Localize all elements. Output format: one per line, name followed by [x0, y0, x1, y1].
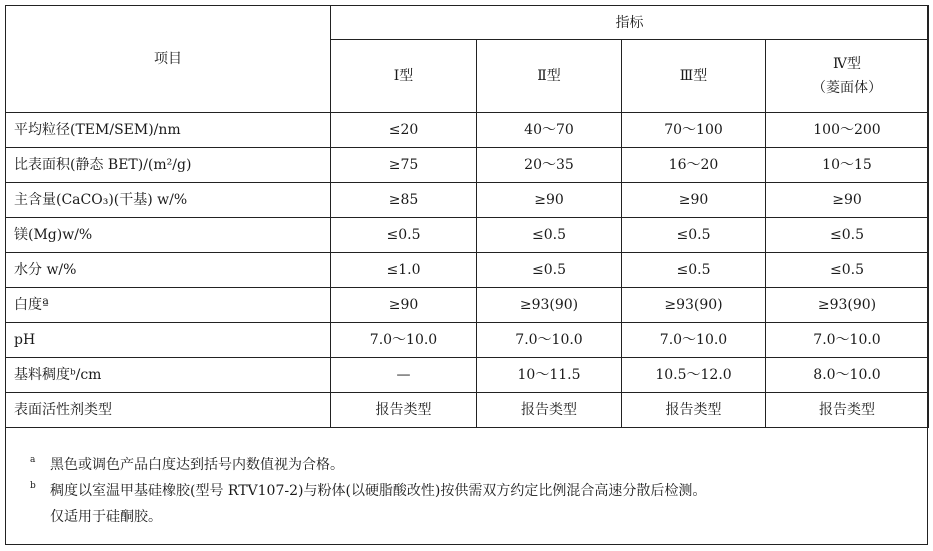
footnote-mark: b — [30, 481, 36, 491]
footnotes — [5, 437, 928, 545]
cell: 7.0～10.0 — [331, 323, 477, 358]
cell: 8.0～10.0 — [766, 358, 929, 393]
cell: ≥90 — [477, 183, 622, 218]
cell: ≥90 — [622, 183, 766, 218]
cell: 7.0～10.0 — [622, 323, 766, 358]
cell: ≥93(90) — [766, 288, 929, 323]
row-label: 水分 w/% — [6, 253, 331, 288]
cell: 40～70 — [477, 113, 622, 148]
type-name: Ⅲ型 — [679, 68, 708, 84]
table-row — [6, 253, 929, 288]
cell: 16～20 — [622, 148, 766, 183]
header-item: 项目 — [6, 6, 331, 113]
row-label: 表面活性剂类型 — [6, 393, 331, 428]
cell: — — [331, 358, 477, 393]
cell: 10.5～12.0 — [622, 358, 766, 393]
cell: ≤0.5 — [622, 253, 766, 288]
row-label: 白度ª — [6, 288, 331, 323]
cell: ≤20 — [331, 113, 477, 148]
row-label: 主含量(CaCO₃)(干基) w/% — [6, 183, 331, 218]
type-sub: （菱面体） — [812, 80, 882, 96]
cell: ≤0.5 — [331, 218, 477, 253]
footnote-continuation: 仅适用于硅酮胶。 — [50, 509, 162, 525]
table-row — [6, 148, 929, 183]
header-index: 指标 — [331, 6, 929, 40]
table-row — [6, 113, 929, 148]
type-name: Ⅱ型 — [537, 68, 561, 84]
row-label: 基料稠度ᵇ/cm — [6, 358, 331, 393]
cell: ≤0.5 — [477, 253, 622, 288]
cell: ≤0.5 — [766, 253, 929, 288]
type-name: Ⅳ型 — [833, 56, 861, 72]
row-label: 比表面积(静态 BET)/(m²/g) — [6, 148, 331, 183]
table-row — [6, 218, 929, 253]
cell: ≥75 — [331, 148, 477, 183]
footnote-text: 稠度以室温甲基硅橡胶(型号 RTV107-2)与粉体(以硬脂酸改性)按供需双方约定比例混合高速分散后检测。 — [50, 483, 707, 499]
cell: ≥85 — [331, 183, 477, 218]
cell: 20～35 — [477, 148, 622, 183]
type-name: Ⅰ型 — [393, 68, 414, 84]
row-label: pH — [6, 323, 331, 358]
cell: 报告类型 — [766, 393, 929, 428]
footnote-text: 黑色或调色产品白度达到括号内数值视为合格。 — [50, 457, 344, 473]
cell: ≤0.5 — [477, 218, 622, 253]
table-row — [6, 358, 929, 393]
cell: 100～200 — [766, 113, 929, 148]
cell: 7.0～10.0 — [477, 323, 622, 358]
row-label: 镁(Mg)w/% — [6, 218, 331, 253]
footnote-a — [30, 452, 928, 478]
header-type-4 — [766, 40, 929, 113]
header-type-1 — [331, 40, 477, 113]
spec-table — [5, 5, 929, 428]
table-row — [6, 288, 929, 323]
cell: 70～100 — [622, 113, 766, 148]
header-type-2 — [477, 40, 622, 113]
cell: 7.0～10.0 — [766, 323, 929, 358]
cell: ≥90 — [766, 183, 929, 218]
cell: 10～11.5 — [477, 358, 622, 393]
cell: ≥93(90) — [622, 288, 766, 323]
row-label: 平均粒径(TEM/SEM)/nm — [6, 113, 331, 148]
cell: 报告类型 — [477, 393, 622, 428]
cell: 报告类型 — [331, 393, 477, 428]
footnote-mark: a — [30, 455, 36, 465]
cell: ≤0.5 — [766, 218, 929, 253]
cell: ≥90 — [331, 288, 477, 323]
cell: ≤0.5 — [622, 218, 766, 253]
table-row — [6, 323, 929, 358]
footnote-b — [30, 478, 928, 530]
table-row — [6, 393, 929, 428]
header-type-3 — [622, 40, 766, 113]
cell: 报告类型 — [622, 393, 766, 428]
cell: ≥93(90) — [477, 288, 622, 323]
table-row — [6, 183, 929, 218]
cell: ≤1.0 — [331, 253, 477, 288]
cell: 10～15 — [766, 148, 929, 183]
